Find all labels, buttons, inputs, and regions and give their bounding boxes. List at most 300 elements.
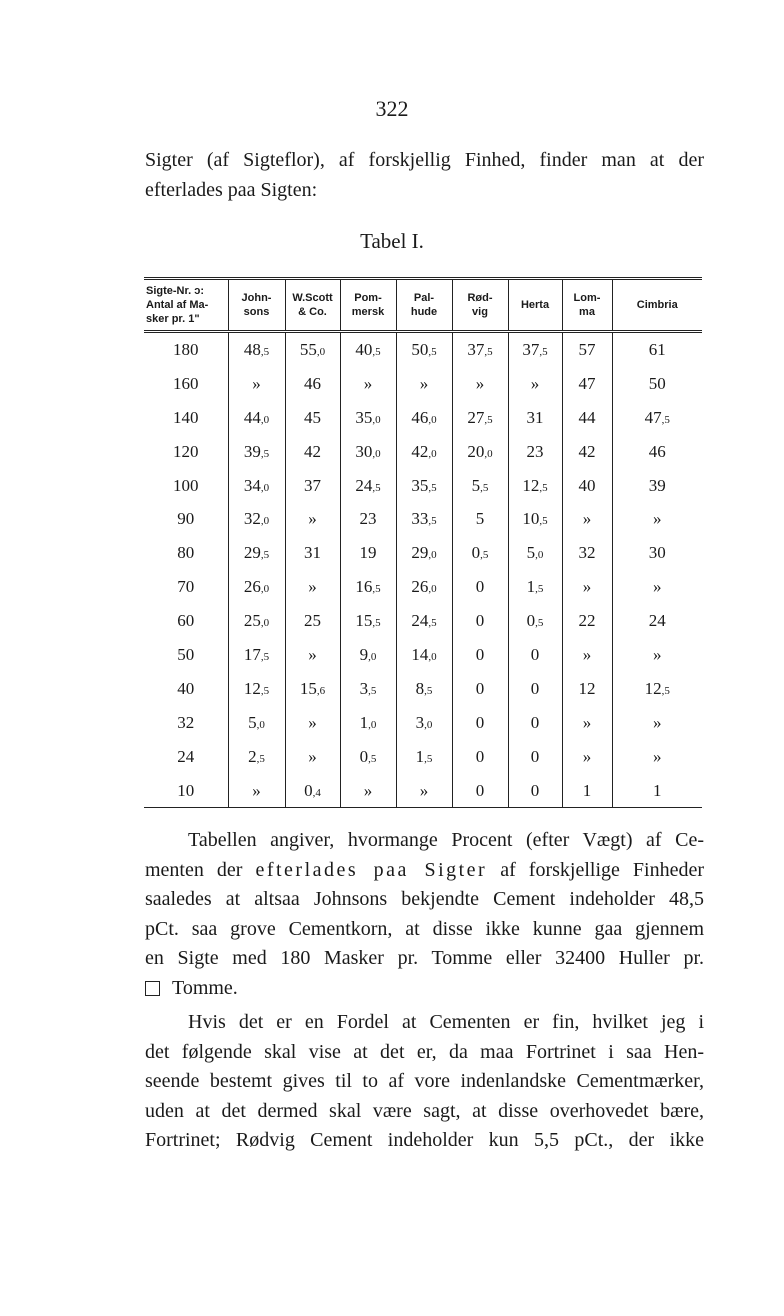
cell-value: 48	[243, 339, 261, 359]
value-cell	[340, 332, 396, 367]
value-cell	[340, 401, 396, 435]
cell-decimal: ,5	[372, 583, 381, 596]
cell-value: 70	[177, 577, 195, 597]
header-text: mersk	[351, 306, 385, 318]
cell-value: »	[653, 644, 662, 664]
cell-value: 23	[359, 509, 377, 529]
cell-value: 9	[359, 644, 369, 664]
cell-value: 25	[304, 611, 321, 631]
value-cell	[562, 638, 612, 672]
cell-value: 0	[530, 644, 540, 664]
text-line: Fortrinet; Rødvig Cement indeholder kun 5,5 pCt., der ikke	[145, 1129, 704, 1151]
cell-value: 30	[648, 543, 666, 563]
cell-value: 37	[304, 475, 321, 495]
value-cell	[396, 332, 452, 367]
cell-value: 40	[355, 339, 373, 359]
value-cell	[452, 774, 508, 808]
value-cell	[452, 604, 508, 638]
value-cell	[228, 570, 285, 604]
text-line: uden at det dermed skal være sagt, at disse overhovedet bære,	[145, 1099, 704, 1122]
value-cell	[452, 638, 508, 672]
value-cell	[396, 570, 452, 604]
value-cell	[562, 672, 612, 706]
text-line	[145, 856, 704, 886]
value-cell	[228, 604, 285, 638]
cell-value: 0	[475, 678, 485, 698]
sieve-number-cell	[144, 502, 228, 536]
cell-value: 12	[243, 678, 261, 698]
cell-decimal: ,4	[312, 786, 321, 799]
cell-value: 29	[243, 543, 261, 563]
cell-decimal: ,0	[372, 413, 381, 426]
header-sieve-number	[144, 279, 228, 332]
cell-value: 0	[475, 712, 485, 732]
value-cell	[612, 672, 702, 706]
value-cell	[396, 367, 452, 401]
value-cell	[228, 536, 285, 570]
value-cell	[396, 536, 452, 570]
cell-value: 5	[248, 712, 257, 732]
cell-value: »	[419, 780, 429, 800]
cell-decimal: ,0	[484, 447, 493, 460]
cell-value: 0	[530, 780, 540, 800]
value-cell	[452, 502, 508, 536]
cell-decimal: ,0	[316, 345, 326, 358]
value-cell	[285, 435, 340, 469]
value-cell	[340, 774, 396, 808]
cell-decimal: ,5	[372, 617, 381, 630]
cell-value: 37	[522, 339, 540, 359]
cell-decimal: ,5	[260, 650, 270, 663]
value-cell	[452, 672, 508, 706]
table-row	[144, 740, 702, 774]
cell-value: 31	[304, 543, 321, 563]
value-cell	[285, 740, 340, 774]
value-cell	[340, 706, 396, 740]
value-cell	[285, 367, 340, 401]
value-cell	[228, 435, 285, 469]
header-text: sons	[243, 306, 270, 318]
sieve-number-cell	[144, 435, 228, 469]
cell-decimal: ,5	[368, 752, 377, 765]
cell-value: 1	[582, 780, 592, 800]
value-cell	[340, 604, 396, 638]
table-caption: Tabel I.	[360, 229, 424, 253]
cell-decimal: ,5	[428, 515, 437, 528]
cell-decimal: ,0	[368, 650, 377, 663]
value-cell	[452, 740, 508, 774]
value-cell	[612, 469, 702, 503]
sieve-table	[144, 277, 702, 808]
header-text: Pal-	[413, 291, 435, 304]
cell-decimal: ,5	[480, 481, 489, 494]
value-cell	[562, 502, 612, 536]
sieve-number-cell	[144, 638, 228, 672]
value-cell	[396, 604, 452, 638]
value-cell	[452, 401, 508, 435]
cell-value: 44	[578, 407, 596, 427]
value-cell	[612, 638, 702, 672]
cell-decimal: ,5	[661, 413, 670, 426]
cell-value: 19	[359, 543, 377, 563]
cell-value: 5	[475, 509, 485, 529]
cell-decimal: ,6	[316, 684, 326, 697]
value-cell	[396, 638, 452, 672]
sieve-number-cell	[144, 740, 228, 774]
value-cell	[612, 502, 702, 536]
cell-value: »	[653, 712, 662, 732]
value-cell	[612, 706, 702, 740]
intro-paragraph	[145, 146, 704, 205]
value-cell	[452, 570, 508, 604]
value-cell	[396, 706, 452, 740]
cell-decimal: ,0	[260, 515, 270, 528]
table-row	[144, 706, 702, 740]
value-cell	[452, 469, 508, 503]
cell-decimal: ,5	[535, 583, 544, 596]
table-row	[144, 604, 702, 638]
value-cell	[452, 367, 508, 401]
fordel-paragraph	[145, 1008, 704, 1156]
cell-decimal: ,5	[539, 481, 548, 494]
square-symbol-icon	[145, 981, 160, 996]
cell-value: 16	[355, 577, 373, 597]
cell-value: »	[530, 373, 540, 393]
value-cell	[562, 401, 612, 435]
cell-value: 12	[578, 678, 596, 698]
value-cell	[228, 367, 285, 401]
value-cell	[508, 706, 562, 740]
column-header	[285, 279, 340, 332]
cell-value: 140	[173, 407, 199, 427]
cell-value: »	[308, 644, 317, 664]
cell-value: 0	[526, 611, 536, 631]
cell-value: 0	[475, 577, 485, 597]
header-text: Pom-	[354, 291, 382, 304]
sieve-number-cell	[144, 774, 228, 808]
value-cell	[228, 672, 285, 706]
cell-value: 24	[411, 611, 429, 631]
cell-value: 27	[467, 407, 485, 427]
cell-decimal: ,5	[535, 617, 544, 630]
cell-value: 0	[530, 678, 540, 698]
value-cell	[508, 367, 562, 401]
table-header-row	[144, 279, 702, 332]
value-cell	[452, 706, 508, 740]
cell-value: 180	[173, 339, 199, 359]
cell-value: 55	[299, 339, 317, 359]
cell-value: 30	[355, 441, 373, 461]
value-cell	[285, 332, 340, 367]
table-row	[144, 469, 702, 503]
header-text: Antal af Ma-	[146, 298, 209, 311]
text-line: Sigter (af Sigteflor), af forskjellig Finhed, finder man at der	[145, 149, 704, 171]
cell-decimal: ,0	[424, 718, 433, 731]
cell-value: 1	[653, 780, 662, 800]
header-text: Herta	[520, 298, 550, 311]
cell-decimal: ,5	[661, 684, 670, 697]
value-cell	[612, 332, 702, 367]
cell-decimal: ,5	[539, 515, 548, 528]
value-cell	[340, 502, 396, 536]
cell-value: 45	[304, 407, 321, 427]
cell-value: 35	[355, 407, 373, 427]
cell-decimal: ,5	[424, 752, 433, 765]
cell-decimal: ,5	[424, 684, 433, 697]
cell-value: 0	[304, 780, 313, 800]
table-row	[144, 774, 702, 808]
cell-value: 32	[243, 509, 261, 529]
cell-value: 32	[177, 712, 195, 732]
value-cell	[340, 536, 396, 570]
header-text: W.Scott	[292, 291, 333, 304]
value-cell	[562, 367, 612, 401]
value-cell	[562, 332, 612, 367]
value-cell	[508, 536, 562, 570]
cell-value: 3	[359, 678, 369, 698]
cell-value: 0	[530, 712, 540, 732]
cell-value: 0	[475, 644, 485, 664]
cell-decimal: ,5	[260, 549, 270, 562]
value-cell	[612, 604, 702, 638]
cell-decimal: ,0	[428, 447, 437, 460]
explanation-paragraph	[145, 826, 704, 1003]
cell-value: 42	[304, 441, 321, 461]
cell-decimal: ,0	[428, 583, 437, 596]
column-header	[396, 279, 452, 332]
cell-value: 10	[522, 509, 540, 529]
cell-value: »	[308, 577, 317, 597]
cell-decimal: ,5	[480, 549, 489, 562]
cell-value: 40	[578, 475, 596, 495]
cell-decimal: ,0	[260, 413, 270, 426]
cell-value: 29	[411, 543, 429, 563]
text-fragment: af forskjellige Finheder	[500, 858, 704, 881]
spaced-emphasis: efterlades paa Sigter	[255, 858, 488, 881]
value-cell	[285, 672, 340, 706]
cell-value: 46	[304, 373, 321, 393]
cell-value: 12	[522, 475, 540, 495]
value-cell	[340, 367, 396, 401]
cell-value: 37	[467, 339, 485, 359]
cell-value: 33	[411, 509, 429, 529]
cell-value: 35	[411, 475, 429, 495]
header-text: Cimbria	[636, 298, 678, 311]
table-row	[144, 638, 702, 672]
value-cell	[612, 367, 702, 401]
header-text: Sigte-Nr. ɔ:	[146, 284, 205, 297]
cell-value: 50	[648, 373, 666, 393]
cell-decimal: ,5	[428, 345, 437, 358]
text-line	[145, 974, 704, 1004]
cell-decimal: ,5	[539, 345, 548, 358]
cell-value: 3	[415, 712, 425, 732]
cell-value: 8	[415, 678, 425, 698]
cell-value: 32	[578, 543, 596, 563]
value-cell	[562, 774, 612, 808]
cell-value: 26	[411, 577, 429, 597]
text-line: pCt. saa grove Cementkorn, at disse ikke kunne gaa gjennem	[145, 917, 704, 940]
value-cell	[228, 401, 285, 435]
cell-value: 20	[467, 441, 485, 461]
column-header	[340, 279, 396, 332]
value-cell	[452, 435, 508, 469]
text-fragment: Tomme.	[172, 976, 238, 999]
cell-value: 60	[177, 611, 195, 631]
cell-value: 24	[177, 746, 195, 766]
sieve-results-table	[144, 277, 702, 808]
cell-value: 12	[644, 678, 662, 698]
cell-value: »	[653, 509, 662, 529]
table-body	[144, 332, 702, 808]
cell-value: »	[582, 577, 592, 597]
column-header	[228, 279, 285, 332]
value-cell	[612, 570, 702, 604]
value-cell	[228, 740, 285, 774]
sieve-number-cell	[144, 367, 228, 401]
value-cell	[508, 774, 562, 808]
cell-value: »	[653, 746, 662, 766]
cell-decimal: ,5	[428, 617, 437, 630]
cell-value: 25	[243, 611, 261, 631]
value-cell	[452, 332, 508, 367]
cell-value: 1	[415, 746, 425, 766]
header-text: John-	[241, 291, 272, 304]
value-cell	[285, 774, 340, 808]
value-cell	[228, 469, 285, 503]
value-cell	[612, 401, 702, 435]
value-cell	[396, 401, 452, 435]
value-cell	[396, 672, 452, 706]
value-cell	[285, 604, 340, 638]
cell-value: »	[308, 712, 317, 732]
cell-value: 39	[648, 475, 666, 495]
value-cell	[508, 469, 562, 503]
table-row	[144, 401, 702, 435]
sieve-number-cell	[144, 536, 228, 570]
text-fragment: menten der	[145, 858, 243, 881]
cell-value: 42	[411, 441, 429, 461]
value-cell	[508, 435, 562, 469]
value-cell	[508, 604, 562, 638]
table-row	[144, 332, 702, 367]
cell-decimal: ,0	[428, 549, 437, 562]
header-text: Lom-	[573, 291, 601, 304]
cell-value: 46	[411, 407, 429, 427]
cell-value: 46	[648, 441, 666, 461]
value-cell	[285, 638, 340, 672]
value-cell	[340, 570, 396, 604]
text-line: saaledes at altsaa Johnsons bekjendte Cement indeholder 48,5	[145, 888, 704, 910]
column-header	[562, 279, 612, 332]
table-row	[144, 367, 702, 401]
value-cell	[508, 332, 562, 367]
cell-value: 90	[177, 509, 195, 529]
value-cell	[340, 435, 396, 469]
cell-value: 0	[475, 780, 485, 800]
cell-decimal: ,5	[484, 413, 493, 426]
table-row	[144, 502, 702, 536]
cell-value: 1	[359, 712, 369, 732]
text-line: efterlades paa Sigten:	[145, 178, 318, 201]
cell-value: »	[308, 509, 317, 529]
cell-decimal: ,5	[428, 481, 437, 494]
cell-value: 0	[471, 543, 481, 563]
value-cell	[285, 469, 340, 503]
cell-value: 24	[355, 475, 373, 495]
cell-value: 15	[299, 678, 317, 698]
value-cell	[396, 740, 452, 774]
cell-value: 5	[526, 543, 536, 563]
value-cell	[285, 570, 340, 604]
table-row	[144, 672, 702, 706]
value-cell	[340, 672, 396, 706]
text-line: Hvis det er en Fordel at Cementen er fin, hvilket jeg i	[188, 1011, 704, 1033]
column-header	[452, 279, 508, 332]
cell-value: 160	[173, 373, 199, 393]
cell-value: 1	[526, 577, 536, 597]
cell-decimal: ,0	[260, 481, 270, 494]
cell-decimal: ,5	[484, 345, 493, 358]
page-number: 322	[375, 96, 409, 121]
value-cell	[452, 536, 508, 570]
cell-decimal: ,0	[260, 617, 270, 630]
header-text: & Co.	[298, 306, 327, 318]
cell-value: 0	[530, 746, 540, 766]
sieve-number-cell	[144, 706, 228, 740]
value-cell	[396, 435, 452, 469]
cell-value: »	[475, 373, 485, 393]
value-cell	[396, 469, 452, 503]
sieve-number-cell	[144, 570, 228, 604]
cell-decimal: ,0	[260, 583, 270, 596]
text-line: seende bestemt gives til to af vore indenlandske Cementmærker,	[145, 1070, 704, 1092]
cell-value: 0	[475, 746, 485, 766]
value-cell	[612, 774, 702, 808]
header-text: hude	[410, 306, 438, 318]
value-cell	[228, 774, 285, 808]
value-cell	[285, 502, 340, 536]
sieve-number-cell	[144, 401, 228, 435]
cell-value: 14	[411, 644, 429, 664]
value-cell	[508, 502, 562, 536]
cell-decimal: ,0	[428, 650, 437, 663]
cell-value: 34	[243, 475, 261, 495]
header-text: vig	[472, 306, 488, 318]
cell-value: »	[653, 577, 662, 597]
cell-value: 22	[578, 611, 596, 631]
value-cell	[562, 570, 612, 604]
value-cell	[396, 774, 452, 808]
cell-value: 0	[475, 611, 485, 631]
header-text: sker pr. 1"	[146, 313, 200, 326]
cell-decimal: ,5	[372, 345, 381, 358]
cell-value: 57	[578, 339, 596, 359]
value-cell	[285, 706, 340, 740]
cell-value: 50	[411, 339, 429, 359]
value-cell	[508, 401, 562, 435]
cell-value: 23	[526, 441, 544, 461]
table-row	[144, 570, 702, 604]
cell-value: 100	[173, 475, 199, 495]
cell-decimal: ,0	[428, 413, 437, 426]
value-cell	[228, 706, 285, 740]
cell-value: »	[252, 373, 261, 393]
cell-value: 5	[471, 475, 481, 495]
value-cell	[285, 401, 340, 435]
cell-value: »	[582, 644, 592, 664]
value-cell	[508, 638, 562, 672]
